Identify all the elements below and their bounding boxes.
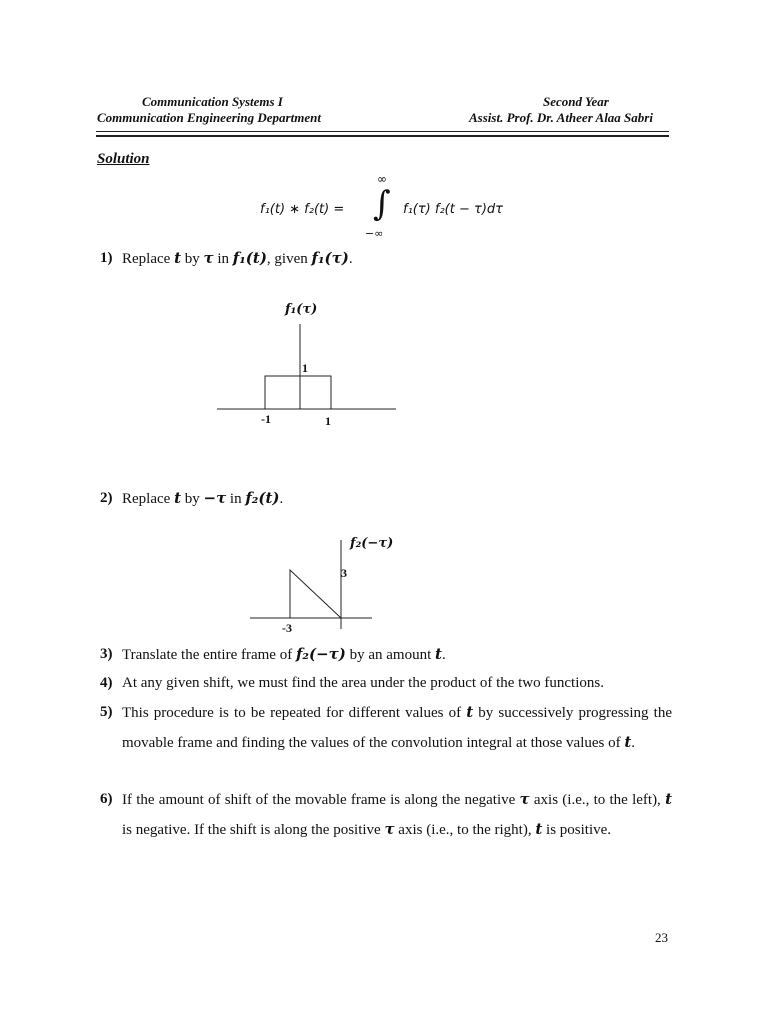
lower-limit: −∞	[365, 227, 384, 240]
figure-f1-tau	[210, 296, 410, 431]
math-t: t	[466, 703, 474, 721]
step-text: by an amount	[345, 647, 436, 663]
step-4	[100, 669, 672, 698]
year-label: Second Year	[543, 94, 609, 109]
math-f2-t: f₂(t)	[245, 489, 280, 507]
math-f2-neg-tau: f₂(−τ)	[295, 645, 346, 663]
step-text: in	[226, 491, 246, 507]
figure2-title: f₂(−τ)	[350, 536, 394, 551]
math-t: t	[535, 820, 543, 838]
step-text: axis (i.e., to the left),	[529, 792, 666, 808]
header-rule-thin	[96, 131, 669, 132]
triangle-pulse	[290, 570, 341, 618]
step-text: .	[441, 647, 446, 663]
step-number: 4)	[100, 675, 113, 691]
rect-pulse	[265, 376, 331, 409]
step-text: by	[181, 251, 204, 267]
integral-sign: ∫	[373, 184, 391, 224]
solution-heading: Solution	[97, 151, 150, 167]
step-text: Translate the entire frame of	[122, 647, 296, 663]
math-t: t	[435, 645, 442, 663]
pulse-height-label: 1	[302, 361, 308, 375]
figure1-title: f₁(τ)	[285, 302, 318, 317]
step-text: , given	[266, 251, 312, 267]
step-text: If the amount of shift of the movable frame is along the negative	[122, 792, 520, 808]
equation-rhs: f₁(τ) f₂(t − τ)dτ	[403, 202, 503, 217]
step-2	[100, 484, 672, 514]
convolution-equation	[256, 172, 516, 244]
math-t: t	[624, 733, 632, 751]
math-neg-tau: −τ	[203, 489, 227, 507]
step-3	[100, 640, 672, 670]
page-number: 23	[655, 930, 668, 945]
step-number: 6)	[100, 791, 113, 807]
math-t: t	[174, 489, 181, 507]
step-6	[100, 785, 672, 845]
header-rule-thick	[96, 135, 669, 137]
author-name: Assist. Prof. Dr. Atheer Alaa Sabri	[469, 110, 653, 125]
x-neg-label: -3	[282, 621, 292, 635]
math-f1-tau: f₁(τ)	[311, 249, 349, 267]
math-t: t	[665, 790, 672, 808]
step-text: by successively progressing the movable frame and finding the values of the convolution integral at those values of	[122, 705, 672, 751]
step-text: .	[279, 491, 284, 507]
upper-limit: ∞	[377, 172, 387, 186]
step-text: .	[631, 735, 636, 751]
step-text: is negative. If the shift is along the positive	[122, 822, 385, 838]
step-number: 1)	[100, 250, 113, 266]
step-number: 5)	[100, 704, 113, 720]
step-text: This procedure is to be repeated for different values of	[122, 705, 467, 721]
equation-lhs: f₁(t) ∗ f₂(t) =	[260, 202, 345, 217]
step-text: Replace	[122, 491, 175, 507]
step-text: axis (i.e., to the right),	[394, 822, 536, 838]
math-f1-t: f₁(t)	[232, 249, 267, 267]
step-text: is positive.	[542, 822, 612, 838]
step-1	[100, 244, 672, 274]
x-neg-label: -1	[261, 412, 271, 426]
math-tau: τ	[384, 820, 395, 838]
math-t: t	[174, 249, 181, 267]
step-number: 3)	[100, 646, 113, 662]
math-tau: τ	[519, 790, 530, 808]
math-tau: τ	[203, 249, 214, 267]
step-5	[100, 698, 672, 758]
step-text: by	[181, 491, 204, 507]
triangle-height-label: 3	[341, 566, 347, 580]
step-text: At any given shift, we must find the area under the product of the two functions.	[122, 675, 604, 691]
step-text: .	[348, 251, 353, 267]
step-text: Replace	[122, 251, 175, 267]
course-title: Communication Systems I	[142, 94, 283, 109]
step-text: in	[213, 251, 233, 267]
department-name: Communication Engineering Department	[97, 110, 321, 125]
x-pos-label: 1	[325, 414, 331, 428]
figure-f2-neg-tau	[245, 532, 415, 637]
step-number: 2)	[100, 490, 113, 506]
